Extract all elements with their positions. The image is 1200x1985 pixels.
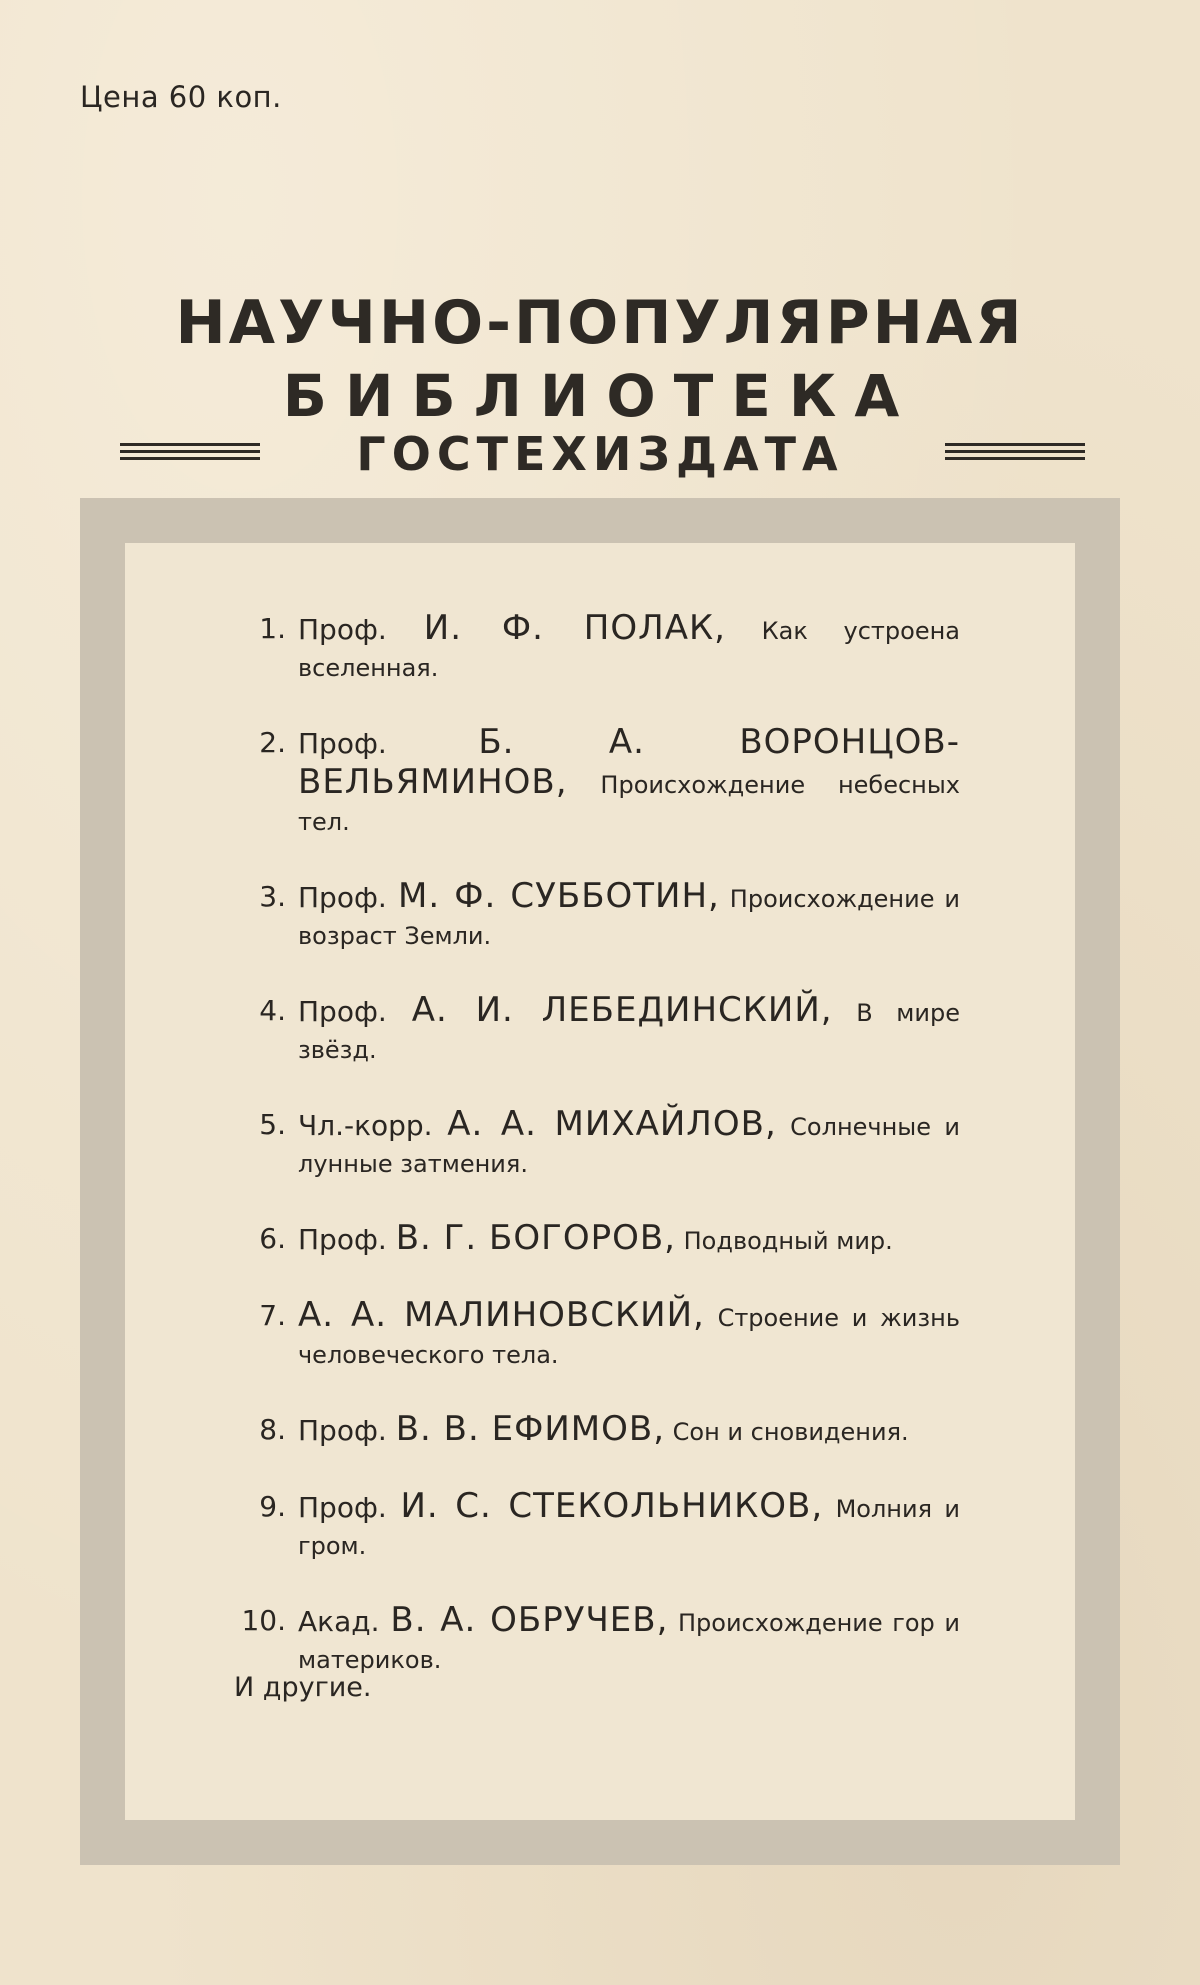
- item-number: 5.: [259, 1108, 286, 1141]
- author-title: Проф.: [298, 613, 424, 646]
- book-title: Молния и гром.: [298, 1495, 960, 1560]
- author-name: В. В. ЕФИМОВ,: [395, 1409, 665, 1449]
- author-name: А. И. ЛЕБЕДИНСКИЙ,: [411, 990, 833, 1030]
- book-title: Происхождение небесных тел.: [298, 771, 960, 836]
- author-title: Акад.: [298, 1605, 391, 1638]
- list-item: [230, 1106, 960, 1183]
- list-item: [230, 1411, 960, 1451]
- book-title: Как устроена вселенная.: [298, 617, 960, 682]
- author-name: В. А. ОБРУЧЕВ,: [390, 1600, 669, 1640]
- author-name: А. А. МИХАЙЛОВ,: [447, 1104, 777, 1144]
- series-title-line2: БИБЛИОТЕКА: [282, 362, 918, 430]
- book-title: В мире звёзд.: [298, 999, 961, 1064]
- list-item: [230, 878, 960, 955]
- author-name: В. Г. БОГОРОВ,: [395, 1218, 676, 1258]
- item-number: 9.: [259, 1490, 286, 1523]
- decorative-rule-right: [945, 443, 1085, 460]
- series-title-line1: НАУЧНО-ПОПУЛЯРНАЯ: [175, 288, 1025, 358]
- book-title: Сон и сновидения.: [665, 1418, 909, 1446]
- author-title: Проф.: [298, 1223, 396, 1256]
- list-item: [230, 1488, 960, 1565]
- item-number: 1.: [259, 612, 286, 645]
- author-name: И. Ф. ПОЛАК,: [423, 608, 726, 648]
- item-number: 7.: [259, 1299, 286, 1332]
- price-label: Цена 60 коп.: [80, 80, 282, 114]
- book-title: Подводный мир.: [675, 1227, 893, 1255]
- item-number: 4.: [259, 994, 286, 1027]
- item-number: 8.: [259, 1413, 286, 1446]
- publisher-name: ГОСТЕХИЗДАТА: [356, 427, 844, 481]
- list-item: [230, 724, 960, 841]
- author-title: Проф.: [298, 881, 398, 914]
- list-item: [230, 610, 960, 687]
- list-item: [230, 1602, 960, 1679]
- book-title: Происхождение гор и материков.: [298, 1609, 960, 1674]
- book-title: Строение и жизнь человеческого тела.: [298, 1304, 960, 1369]
- item-number: 6.: [259, 1222, 286, 1255]
- author-title: Проф.: [298, 995, 412, 1028]
- author-title: Чл.-корр.: [298, 1109, 448, 1142]
- author-name: А. А. МАЛИНОВСКИЙ,: [298, 1295, 705, 1335]
- others-note: И другие.: [234, 1672, 372, 1703]
- author-name: И. С. СТЕКОЛЬНИКОВ,: [400, 1486, 824, 1526]
- author-title: Проф.: [298, 1414, 396, 1447]
- item-number: 10.: [241, 1604, 286, 1637]
- list-item: [230, 992, 960, 1069]
- author-title: Проф.: [298, 1491, 401, 1524]
- book-title: Происхождение и возраст Земли.: [298, 885, 960, 950]
- author-name: Б. А. ВОРОНЦОВ-ВЕЛЬЯМИНОВ,: [298, 722, 961, 802]
- item-number: 2.: [259, 726, 286, 759]
- book-list: [230, 610, 960, 1716]
- list-item: [230, 1297, 960, 1374]
- list-item: [230, 1220, 960, 1260]
- book-title: Солнечные и лунные затмения.: [298, 1113, 960, 1178]
- item-number: 3.: [259, 880, 286, 913]
- author-title: Проф.: [298, 727, 479, 760]
- author-name: М. Ф. СУББОТИН,: [398, 876, 720, 916]
